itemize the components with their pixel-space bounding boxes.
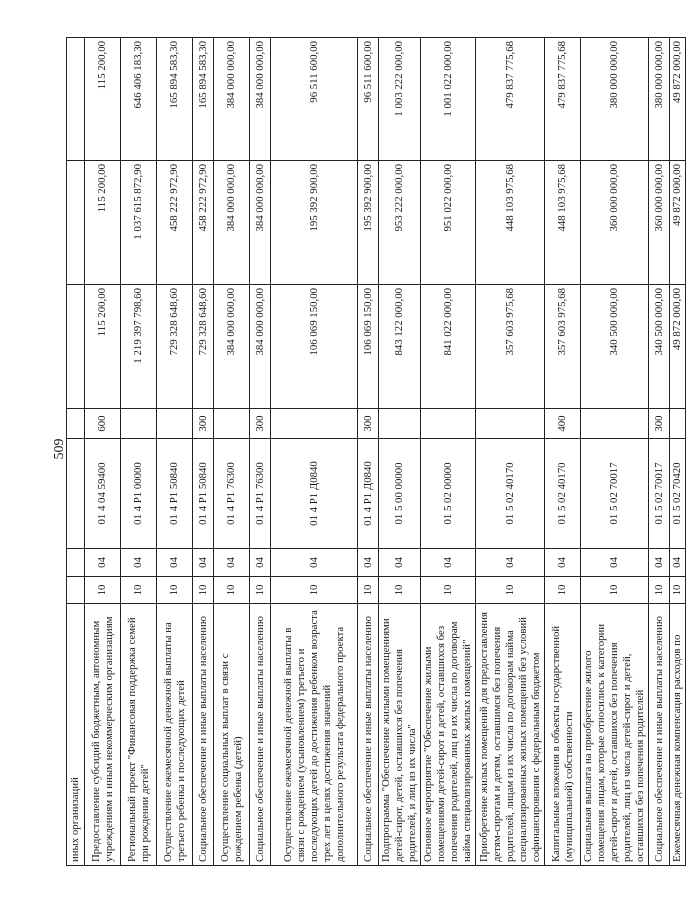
target-article-cell: 01 4 04 59400: [85, 439, 121, 549]
amount-year1-cell: 951 022 000,00: [421, 161, 476, 285]
amount-year1-cell: 195 392 900,00: [358, 161, 379, 285]
table-row: [271, 38, 358, 866]
amount-year1-cell: 1 037 615 872,90: [121, 161, 157, 285]
ministry-code-cell: 10: [250, 577, 271, 604]
page-number: 509: [52, 438, 67, 460]
amount-year1-cell: 115 200,00: [85, 161, 121, 285]
section-code-cell: 04: [358, 549, 379, 577]
target-article-cell: [67, 439, 85, 549]
ministry-code-cell: 10: [476, 577, 545, 604]
rotated-page-content: [66, 38, 683, 866]
amount-year2-cell: 646 406 183,30: [121, 38, 157, 161]
amount-total-cell: 340 500 000,00: [649, 285, 670, 409]
table-row: [67, 38, 85, 866]
row-name-cell: Социальная выплата на приобретение жилого помещения лицам, которые относились к категории детей-сирот и детей, оставшихся без попечения родителей, лиц из числа детей-сирот и детей, оставшихся без попечения родителей: [581, 604, 649, 866]
section-code-cell: 04: [421, 549, 476, 577]
section-code-cell: 04: [545, 549, 581, 577]
amount-total-cell: 106 069 150,00: [358, 285, 379, 409]
ministry-code-cell: [67, 577, 85, 604]
section-code-cell: 04: [581, 549, 649, 577]
table-row: [421, 38, 476, 866]
expense-type-cell: 300: [250, 409, 271, 439]
expense-type-cell: [670, 409, 686, 439]
ministry-code-cell: 10: [649, 577, 670, 604]
row-name-cell: Социальное обеспечение и иные выплаты населению: [250, 604, 271, 866]
section-code-cell: 04: [476, 549, 545, 577]
budget-table: [66, 37, 686, 866]
row-name-cell: Региональный проект "Финансовая поддержка семей при рождении детей": [121, 604, 157, 866]
target-article-cell: 01 5 02 00000: [421, 439, 476, 549]
expense-type-cell: [476, 409, 545, 439]
row-name-cell: Осуществление социальных выплат в связи с рождением ребенка (детей): [214, 604, 250, 866]
row-name-cell: Предоставление субсидий бюджетным, автономным учреждениям и иным некоммерческим организациям: [85, 604, 121, 866]
section-code-cell: 04: [250, 549, 271, 577]
amount-year1-cell: [67, 161, 85, 285]
row-name-cell: Осуществление ежемесячной денежной выплаты на третьего ребенка и последующих детей: [157, 604, 193, 866]
table-row: [649, 38, 670, 866]
expense-type-cell: 400: [545, 409, 581, 439]
ministry-code-cell: 10: [271, 577, 358, 604]
table-row: [121, 38, 157, 866]
amount-year1-cell: 953 222 000,00: [379, 161, 421, 285]
amount-year1-cell: 448 103 975,68: [476, 161, 545, 285]
table-row: [250, 38, 271, 866]
expense-type-cell: [214, 409, 250, 439]
expense-type-cell: [581, 409, 649, 439]
row-name-cell: иных организаций: [67, 604, 85, 866]
expense-type-cell: [379, 409, 421, 439]
target-article-cell: 01 5 00 00000: [379, 439, 421, 549]
amount-year2-cell: 384 000 000,00: [214, 38, 250, 161]
section-code-cell: 04: [670, 549, 686, 577]
amount-total-cell: 357 603 975,68: [545, 285, 581, 409]
target-article-cell: 01 5 02 70017: [649, 439, 670, 549]
table-row: [214, 38, 250, 866]
table-row: [85, 38, 121, 866]
target-article-cell: 01 4 P1 50840: [157, 439, 193, 549]
expense-type-cell: [67, 409, 85, 439]
section-code-cell: 04: [157, 549, 193, 577]
expense-type-cell: 300: [193, 409, 214, 439]
amount-total-cell: 115 200,00: [85, 285, 121, 409]
section-code-cell: 04: [214, 549, 250, 577]
row-name-cell: Ежемесячная денежная компенсация расходов по: [670, 604, 686, 866]
amount-year1-cell: 448 103 975,68: [545, 161, 581, 285]
amount-year2-cell: 115 200,00: [85, 38, 121, 161]
row-name-cell: Социальное обеспечение и иные выплаты населению: [193, 604, 214, 866]
amount-year1-cell: 458 222 972,90: [157, 161, 193, 285]
expense-type-cell: 300: [649, 409, 670, 439]
table-row: [193, 38, 214, 866]
section-code-cell: 04: [193, 549, 214, 577]
target-article-cell: 01 4 P1 76300: [250, 439, 271, 549]
target-article-cell: 01 5 02 40170: [476, 439, 545, 549]
amount-year2-cell: 384 000 000,00: [250, 38, 271, 161]
ministry-code-cell: 10: [85, 577, 121, 604]
target-article-cell: 01 4 P1 Д0840: [358, 439, 379, 549]
row-name-cell: Приобретение жилых помещений для предоставления детям-сиротам и детям, оставшимся без попечения родителей, лицам из их числа по договорам найма специализированных жилых помещений без условий софинансирования с федеральным бюджетом: [476, 604, 545, 866]
amount-total-cell: 843 122 000,00: [379, 285, 421, 409]
section-code-cell: 04: [85, 549, 121, 577]
target-article-cell: 01 4 P1 50840: [193, 439, 214, 549]
amount-year1-cell: 360 000 000,00: [581, 161, 649, 285]
ministry-code-cell: 10: [379, 577, 421, 604]
table-row: [581, 38, 649, 866]
amount-year2-cell: 479 837 775,68: [476, 38, 545, 161]
amount-year1-cell: 360 000 000,00: [649, 161, 670, 285]
ministry-code-cell: 10: [358, 577, 379, 604]
row-name-cell: Социальное обеспечение и иные выплаты населению: [649, 604, 670, 866]
expense-type-cell: [421, 409, 476, 439]
amount-year2-cell: 49 872 000,00: [670, 38, 686, 161]
expense-type-cell: [121, 409, 157, 439]
expense-type-cell: [271, 409, 358, 439]
amount-year2-cell: 380 000 000,00: [581, 38, 649, 161]
table-row: [358, 38, 379, 866]
ministry-code-cell: 10: [421, 577, 476, 604]
section-code-cell: [67, 549, 85, 577]
amount-year2-cell: 96 511 600,00: [358, 38, 379, 161]
table-row: [476, 38, 545, 866]
expense-type-cell: [157, 409, 193, 439]
ministry-code-cell: 10: [670, 577, 686, 604]
amount-total-cell: 384 000 000,00: [250, 285, 271, 409]
amount-year1-cell: 384 000 000,00: [250, 161, 271, 285]
section-code-cell: 04: [271, 549, 358, 577]
target-article-cell: 01 4 P1 76300: [214, 439, 250, 549]
ministry-code-cell: 10: [581, 577, 649, 604]
section-code-cell: 04: [121, 549, 157, 577]
amount-total-cell: 841 022 000,00: [421, 285, 476, 409]
ministry-code-cell: 10: [214, 577, 250, 604]
row-name-cell: Подпрограмма "Обеспечение жилыми помещениями детей-сирот, детей, оставшихся без попечения родителей, и лиц из их числа": [379, 604, 421, 866]
amount-year2-cell: 165 894 583,30: [157, 38, 193, 161]
amount-year1-cell: 49 872 000,00: [670, 161, 686, 285]
ministry-code-cell: 10: [157, 577, 193, 604]
amount-total-cell: 49 872 000,00: [670, 285, 686, 409]
row-name-cell: Капитальные вложения в объекты государственной (муниципальной) собственности: [545, 604, 581, 866]
row-name-cell: Осуществление ежемесячной денежной выплаты в связи с рождением (усыновлением) третьего и последующих детей до достижения ребенком возраста трех лет в целях достижения значений дополнительного результата федерального проекта: [271, 604, 358, 866]
amount-total-cell: 729 328 648,60: [157, 285, 193, 409]
target-article-cell: 01 4 P1 Д0840: [271, 439, 358, 549]
row-name-cell: Основное мероприятие "Обеспечение жилыми помещениями детей-сирот и детей, оставшихся без попечения родителей, лиц из их числа по договорам найма специализированных жилых помещений": [421, 604, 476, 866]
amount-total-cell: [67, 285, 85, 409]
row-name-cell: Социальное обеспечение и иные выплаты населению: [358, 604, 379, 866]
amount-total-cell: 729 328 648,60: [193, 285, 214, 409]
table-row: [379, 38, 421, 866]
table-row: [670, 38, 686, 866]
table-row: [157, 38, 193, 866]
section-code-cell: 04: [379, 549, 421, 577]
amount-year2-cell: 380 000 000,00: [649, 38, 670, 161]
amount-year1-cell: 384 000 000,00: [214, 161, 250, 285]
target-article-cell: 01 5 02 40170: [545, 439, 581, 549]
amount-total-cell: 106 069 150,00: [271, 285, 358, 409]
amount-total-cell: 357 603 975,68: [476, 285, 545, 409]
amount-year2-cell: 96 511 600,00: [271, 38, 358, 161]
amount-year2-cell: 165 894 583,30: [193, 38, 214, 161]
amount-year1-cell: 195 392 900,00: [271, 161, 358, 285]
target-article-cell: 01 5 02 70017: [581, 439, 649, 549]
amount-total-cell: 340 500 000,00: [581, 285, 649, 409]
ministry-code-cell: 10: [121, 577, 157, 604]
ministry-code-cell: 10: [545, 577, 581, 604]
amount-year1-cell: 458 222 972,90: [193, 161, 214, 285]
expense-type-cell: 300: [358, 409, 379, 439]
amount-year2-cell: 1 003 222 000,00: [379, 38, 421, 161]
amount-year2-cell: [67, 38, 85, 161]
amount-total-cell: 384 000 000,00: [214, 285, 250, 409]
section-code-cell: 04: [649, 549, 670, 577]
amount-year2-cell: 479 837 775,68: [545, 38, 581, 161]
amount-year2-cell: 1 001 022 000,00: [421, 38, 476, 161]
amount-total-cell: 1 219 397 798,60: [121, 285, 157, 409]
expense-type-cell: 600: [85, 409, 121, 439]
ministry-code-cell: 10: [193, 577, 214, 604]
target-article-cell: 01 5 02 70420: [670, 439, 686, 549]
table-row: [545, 38, 581, 866]
target-article-cell: 01 4 P1 00000: [121, 439, 157, 549]
